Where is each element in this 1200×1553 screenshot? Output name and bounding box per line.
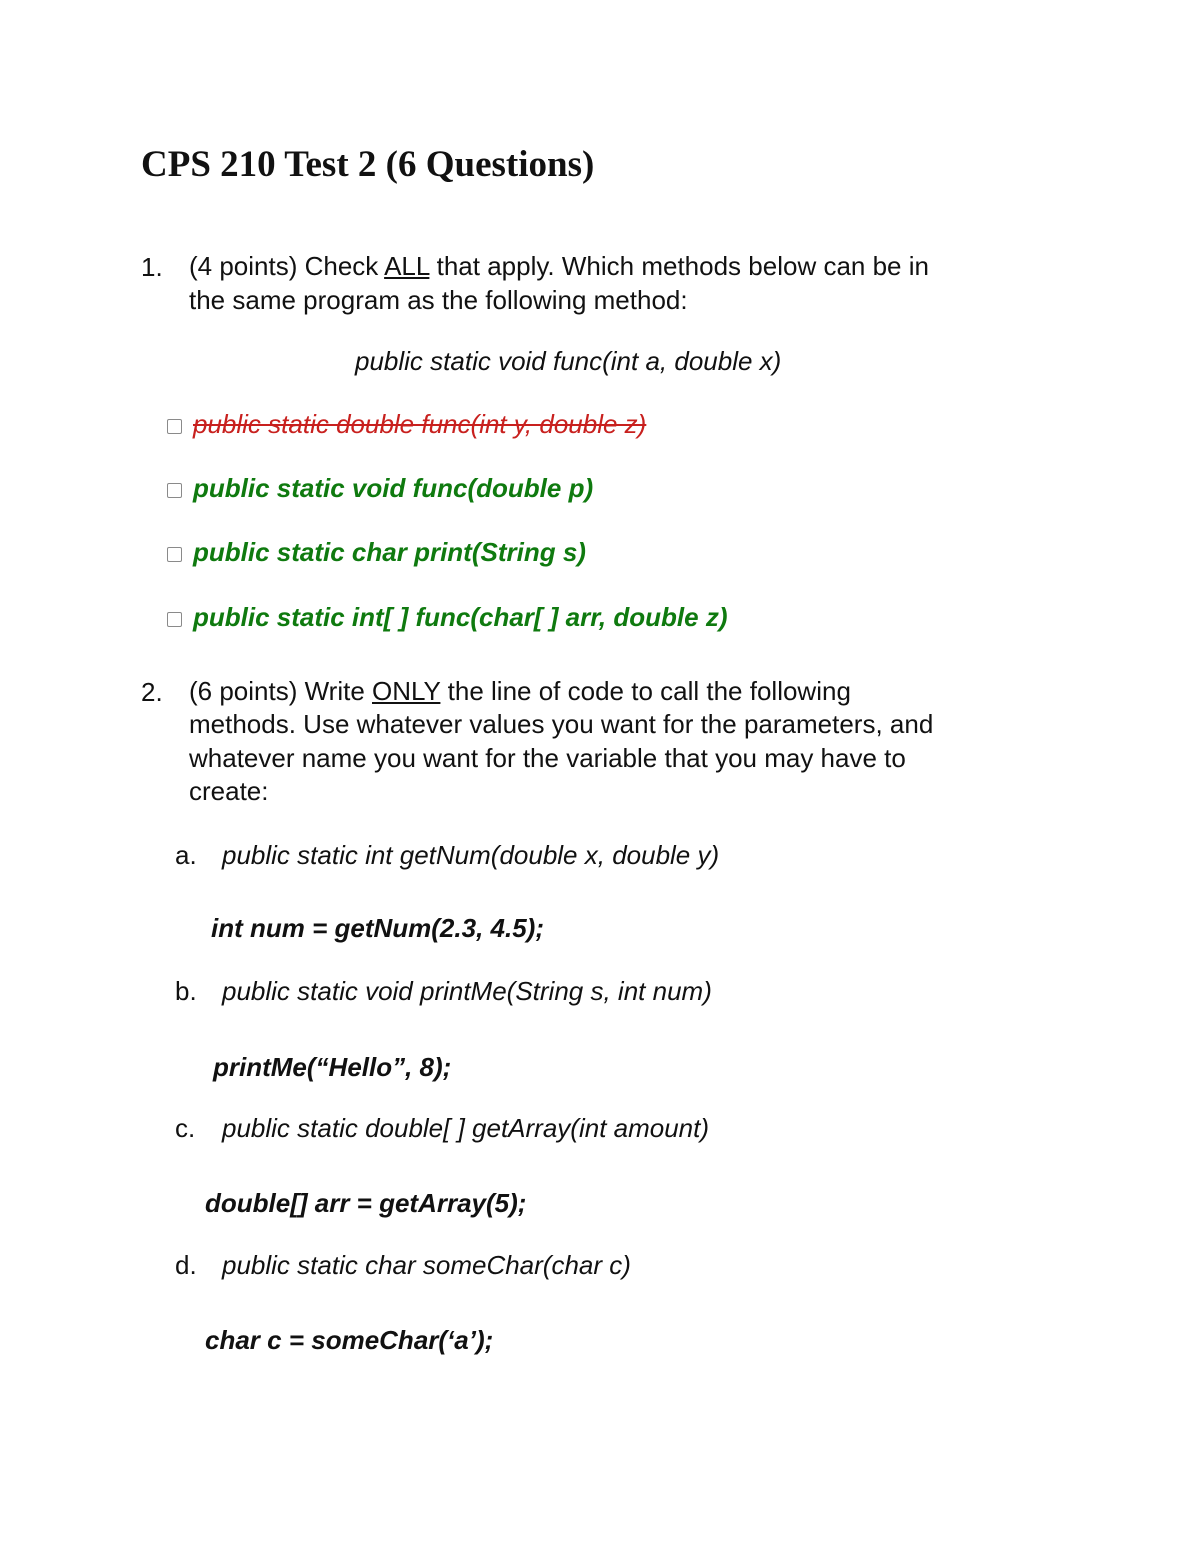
question-1-points: (4 points) Check: [189, 251, 385, 281]
question-1-signature: public static void func(int a, double x): [355, 346, 782, 376]
part-d-answer: char c = someChar(‘a’);: [205, 1325, 494, 1355]
part-a-answer: int num = getNum(2.3, 4.5);: [211, 913, 544, 943]
option-2-checkbox[interactable]: [167, 483, 182, 498]
question-2-rest: the line of code to call the following: [440, 676, 851, 706]
option-1-checkbox[interactable]: [167, 419, 182, 434]
question-1-text-line-2: the same program as the following method:: [189, 285, 688, 315]
option-3-label: public static char print(String s): [193, 537, 586, 567]
question-2-text-line-3: whatever name you want for the variable that you may have to: [189, 743, 906, 773]
part-d-signature: public static char someChar(char c): [222, 1250, 631, 1280]
part-c-signature: public static double[ ] getArray(int amount): [222, 1113, 710, 1143]
part-b-letter: b.: [175, 976, 197, 1006]
part-d-letter: d.: [175, 1250, 197, 1280]
question-2-number: 2.: [141, 677, 163, 707]
part-c-letter: c.: [175, 1113, 196, 1143]
part-a-signature: public static int getNum(double x, double y): [222, 840, 720, 870]
part-c-answer: double[] arr = getArray(5);: [205, 1188, 527, 1218]
question-2-emphasis: ONLY: [372, 676, 441, 706]
question-1-number: 1.: [141, 252, 163, 282]
question-2-text-line-1: [189, 674, 851, 708]
question-1-text-line-1: [189, 249, 929, 283]
option-4-label: public static int[ ] func(char[ ] arr, double z): [193, 602, 728, 632]
option-2-label: public static void func(double p): [193, 473, 594, 503]
page-title: CPS 210 Test 2 (6 Questions): [141, 144, 595, 185]
question-2-points: (6 points) Write: [189, 676, 373, 706]
part-b-signature: public static void printMe(String s, int num): [222, 976, 712, 1006]
option-4-checkbox[interactable]: [167, 612, 182, 627]
question-2-text-line-2: methods. Use whatever values you want for the parameters, and: [189, 709, 934, 739]
option-3-checkbox[interactable]: [167, 547, 182, 562]
part-a-letter: a.: [175, 840, 197, 870]
part-b-answer: printMe(“Hello”, 8);: [213, 1052, 452, 1082]
question-2-text-line-4: create:: [189, 776, 269, 806]
option-1-label: public static double func(int y, double z): [193, 409, 647, 439]
question-1-rest: that apply. Which methods below can be in: [429, 251, 929, 281]
question-1-emphasis: ALL: [384, 251, 430, 281]
